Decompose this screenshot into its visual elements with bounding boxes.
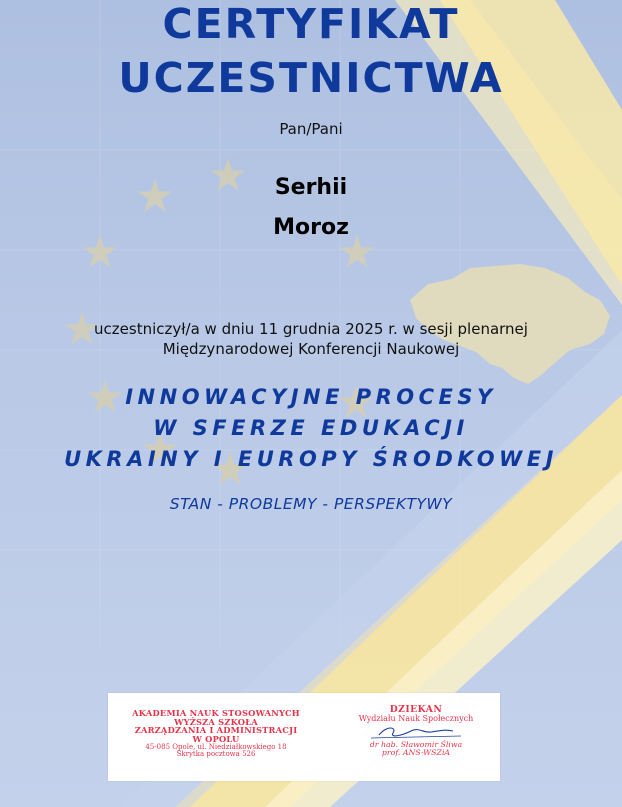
institution-stamp-line1: AKADEMIA NAUK STOSOWANYCH <box>132 708 300 718</box>
dean-stamp-name: dr hab. Sławomir Śliwa <box>369 740 463 750</box>
conference-title-line3: UKRAINY I EUROPY ŚRODKOWEJ <box>64 447 558 471</box>
institution-stamp <box>118 709 314 759</box>
institution-stamp-address: 45-085 Opole, ul. Niedziałkowskiego 18 <box>145 742 287 751</box>
conference-title-line1: INNOWACYJNE PROCESY <box>125 385 497 409</box>
institution-stamp-line2: WYŻSZA SZKOŁA <box>174 716 258 727</box>
signature-icon <box>341 723 491 741</box>
participation-description-line2: Międzynarodowej Konferencji Naukowej <box>162 340 460 358</box>
dean-stamp <box>341 705 491 757</box>
dean-stamp-position: prof. ANS-WSZiA <box>381 748 451 758</box>
certificate-title-line1: CERTYFIKAT <box>162 0 460 48</box>
dean-stamp-title: DZIEKAN <box>389 704 443 715</box>
certificate-title-line2: UCZESTNICTWA <box>118 54 504 102</box>
institution-stamp-line4: W OPOLU <box>192 734 240 745</box>
honorific-label: Pan/Pani <box>279 120 343 138</box>
participant-first-name: Serhii <box>274 175 348 200</box>
dean-stamp-faculty: Wydziału Nauk Społecznych <box>358 713 474 723</box>
conference-subtitle: STAN - PROBLEMY - PERSPEKTYWY <box>169 495 453 513</box>
institution-stamp-pobox: Skrytka pocztowa 526 <box>176 750 256 759</box>
participant-last-name: Moroz <box>273 215 349 240</box>
stamps-panel <box>108 693 500 781</box>
institution-stamp-line3: ZARZĄDZANIA I ADMINISTRACJI <box>134 725 298 736</box>
conference-title-line2: W SFERZE EDUKACJI <box>153 416 469 440</box>
participation-description-line1: uczestniczył/a w dniu 11 grudnia 2025 r. w sesji plenarnej <box>94 320 528 338</box>
